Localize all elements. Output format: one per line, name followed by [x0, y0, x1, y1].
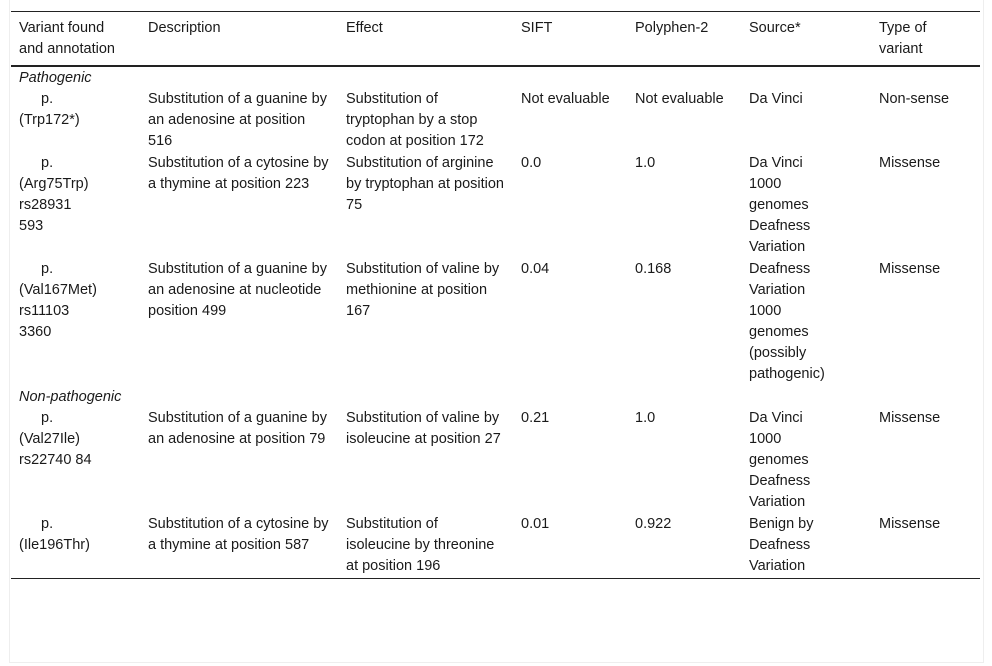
header-source: Source*	[741, 12, 871, 67]
description-cell: Substitution of a guanine by an adenosine at nucleotide position 499	[148, 261, 327, 319]
variant-line: (Val27Ile)	[19, 431, 80, 447]
polyphen-cell: Not evaluable	[635, 91, 724, 107]
table-row	[11, 408, 980, 514]
sift-cell: 0.0	[521, 155, 542, 171]
polyphen-cell: 1.0	[635, 155, 656, 171]
table-row	[11, 89, 980, 153]
sift-cell: 0.04	[521, 261, 550, 277]
variant-line: (Ile196Thr)	[19, 537, 90, 553]
header-variant: Variant found and annotation	[11, 12, 140, 67]
variant-cell	[11, 514, 140, 579]
source-line: Deafness	[749, 473, 811, 489]
variant-line: (Arg75Trp)	[19, 176, 89, 192]
variant-line: p.	[41, 516, 54, 532]
variant-line: p.	[41, 155, 54, 171]
type-cell: Missense	[879, 155, 941, 171]
description-cell: Substitution of a guanine by an adenosine at position 79	[148, 410, 327, 447]
variant-line: 593	[19, 218, 44, 234]
group-label-pathogenic: Pathogenic	[19, 70, 92, 86]
variant-line: p.	[41, 410, 54, 426]
source-line: Variation	[749, 282, 806, 298]
variant-line: rs11103	[19, 303, 70, 319]
source-line: Variation	[749, 239, 806, 255]
table-body	[11, 66, 980, 579]
source-line: Deafness	[749, 261, 811, 277]
effect-cell: Substitution of valine by isoleucine at position 27	[346, 410, 501, 447]
effect-cell: Substitution of tryptophan by a stop codon at position 172	[346, 91, 484, 149]
variant-cell	[11, 153, 140, 259]
polyphen-cell: 0.922	[627, 514, 741, 579]
effect-cell: Substitution of arginine by tryptophan at position 75	[346, 155, 504, 213]
source-line: Benign by	[749, 516, 814, 532]
type-cell: Missense	[879, 410, 941, 426]
variant-line: rs22740 84	[19, 452, 92, 468]
header-row	[11, 12, 980, 67]
variant-line: (Val167Met)	[19, 282, 97, 298]
source-line: Variation	[749, 558, 806, 574]
type-cell: Missense	[871, 514, 980, 579]
header-description: Description	[140, 12, 338, 67]
source-cell	[741, 514, 871, 579]
source-cell	[741, 153, 871, 259]
source-line: Da Vinci	[749, 155, 803, 171]
source-cell	[741, 259, 871, 386]
source-line: genomes	[749, 452, 809, 468]
table-row	[11, 153, 980, 259]
sift-cell: 0.21	[521, 410, 550, 426]
type-cell: Missense	[879, 261, 941, 277]
variant-cell	[11, 259, 140, 386]
group-row-non-pathogenic	[11, 386, 980, 408]
polyphen-cell: 1.0	[635, 410, 656, 426]
variant-line: 3360	[19, 324, 52, 340]
variant-cell	[11, 89, 140, 153]
variant-line: p.	[41, 261, 54, 277]
source-cell	[741, 89, 871, 153]
source-line: 1000	[749, 176, 782, 192]
variant-cell	[11, 408, 140, 514]
source-line: (possibly	[749, 345, 807, 361]
description-cell: Substitution of a cytosine by a thymine at position 223	[148, 155, 329, 192]
table-row	[11, 259, 980, 386]
header-polyphen: Polyphen-2	[627, 12, 741, 67]
source-line: Deafness	[749, 537, 811, 553]
source-cell	[741, 408, 871, 514]
description-cell: Substitution of a guanine by an adenosine at position 516	[148, 91, 327, 149]
source-line: Deafness	[749, 218, 811, 234]
header-type: Type of variant	[871, 12, 980, 67]
source-line: Da Vinci	[749, 410, 803, 426]
header-effect: Effect	[338, 12, 513, 67]
variant-line: (Trp172*)	[19, 112, 80, 128]
group-row-pathogenic	[11, 66, 980, 89]
table-header	[11, 12, 980, 67]
effect-cell: Substitution of isoleucine by threonine at position 196	[338, 514, 513, 579]
source-line: 1000	[749, 303, 782, 319]
group-label-non-pathogenic: Non-pathogenic	[19, 389, 122, 405]
source-line: Da Vinci	[749, 91, 803, 107]
source-line: 1000	[749, 431, 782, 447]
effect-cell: Substitution of valine by methionine at position 167	[346, 261, 500, 319]
variant-line: p.	[41, 91, 54, 107]
variant-line: rs28931	[19, 197, 72, 213]
header-sift: SIFT	[513, 12, 627, 67]
source-line: Variation	[749, 494, 806, 510]
sift-cell: 0.01	[513, 514, 627, 579]
source-line: genomes	[749, 324, 809, 340]
source-line: pathogenic)	[749, 366, 825, 382]
description-cell: Substitution of a cytosine by a thymine at position 587	[140, 514, 338, 579]
polyphen-cell: 0.168	[635, 261, 672, 277]
variants-table	[11, 11, 980, 579]
table-row	[11, 514, 980, 579]
type-cell: Non-sense	[879, 91, 950, 107]
source-line: genomes	[749, 197, 809, 213]
sift-cell: Not evaluable	[521, 91, 610, 107]
